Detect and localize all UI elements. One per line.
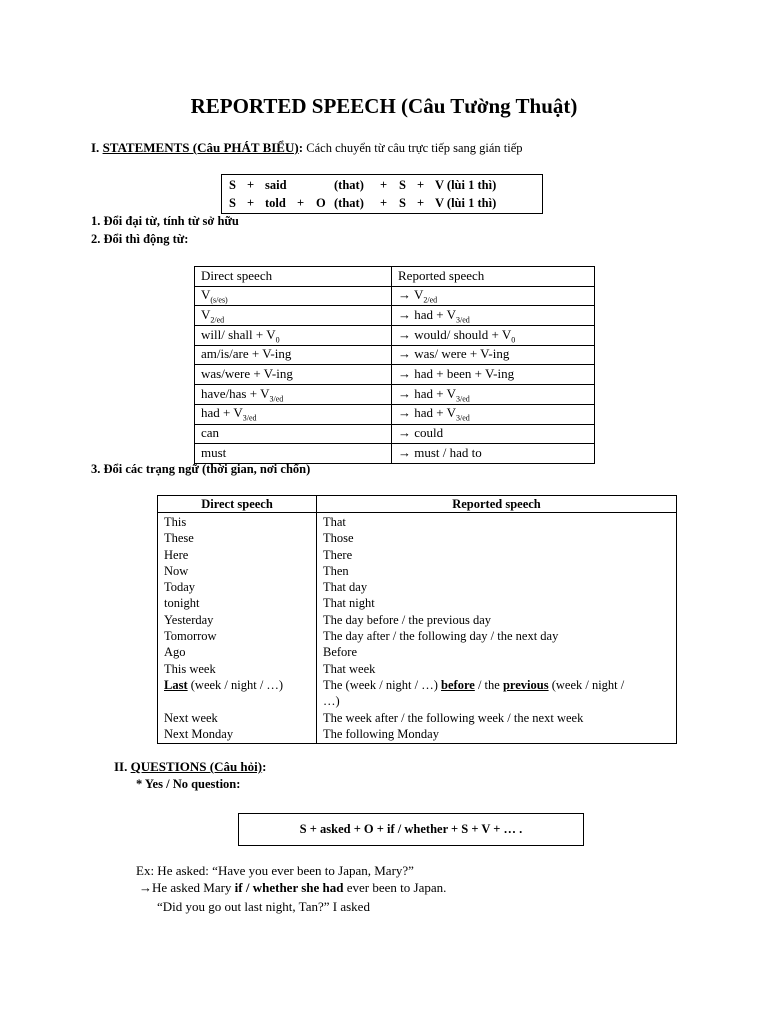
yes-no-subheading: * Yes / No question: [136, 777, 241, 791]
list-item: Tomorrow [164, 629, 217, 644]
list-item: The day before / the previous day [323, 612, 491, 627]
cell-subscript: 2/ed [210, 315, 225, 325]
statement-formula-box [221, 174, 543, 214]
rule-tenses: 2. Đổi thì động từ: [91, 232, 189, 246]
table-row [195, 404, 595, 424]
formula-token: said [265, 178, 287, 192]
reported-tense-cell [392, 385, 595, 405]
cell-subscript: 2/ed [423, 295, 438, 305]
cell-subscript: (s/es) [210, 295, 228, 305]
table-row [158, 513, 677, 744]
last-rep-text: The (week / night / …) [323, 677, 442, 692]
reported-tense-cell [392, 404, 595, 424]
list-item: That day [323, 580, 368, 595]
direct-tense-cell [195, 326, 392, 346]
table-row [195, 286, 595, 306]
cell-text: am/is/are + V-ing [201, 346, 292, 362]
cell-text: have/has + V [201, 385, 270, 401]
list-item: These [164, 531, 194, 546]
page-title: REPORTED SPEECH (Câu Tường Thuật) [190, 94, 578, 118]
reported-tense-cell [392, 326, 595, 346]
last-rest: (week / night / …) [187, 677, 284, 692]
list-item [164, 677, 316, 693]
list-item: tonight [164, 596, 200, 611]
direct-tense-cell [195, 404, 392, 424]
list-item: That night [323, 596, 375, 611]
before-word: before [441, 677, 475, 692]
formula-token: + [417, 196, 425, 210]
cell-text: → would/ should + V [398, 326, 512, 342]
formula-row-said [222, 176, 542, 194]
section1-description: Cách chuyển từ câu trực tiếp sang gián tiếp [306, 141, 523, 155]
formula-token: V (lùi 1 thì) [435, 196, 497, 210]
cell-subscript: 0 [275, 335, 280, 345]
list-item: The week after / the following week / the next week [323, 710, 584, 725]
list-item: There [323, 547, 353, 562]
last-rep-text: (week / night / [548, 677, 625, 692]
last-word: Last [164, 677, 188, 692]
list-item: Now [164, 563, 189, 578]
cell-text: → had + V [398, 385, 457, 401]
cell-text: → V [398, 287, 424, 303]
cell-text: was/were + V-ing [201, 365, 293, 381]
column-header-direct: Direct speech [158, 496, 317, 513]
list-item: Ago [164, 645, 186, 660]
adverb-table [157, 495, 677, 744]
list-item: That week [323, 661, 376, 676]
list-item: This [164, 515, 187, 529]
formula-token: (that) [334, 196, 364, 210]
cell-text: → was/ were + V-ing [398, 346, 510, 362]
list-item [323, 677, 676, 693]
direct-tense-cell [195, 444, 392, 464]
reported-tense-cell [392, 365, 595, 385]
formula-token: S [399, 196, 406, 210]
list-item: That [323, 515, 346, 529]
section1-heading [91, 140, 523, 156]
cell-text: must [201, 444, 227, 460]
question-formula-box: S + asked + O + if / whether + S + V + … . [238, 813, 584, 846]
tense-table [194, 266, 595, 464]
column-header-reported: Reported speech [392, 267, 595, 287]
list-item: Here [164, 547, 189, 562]
formula-token: + [247, 178, 255, 192]
formula-token: + [297, 196, 305, 210]
list-item: Today [164, 580, 196, 595]
section2-number: II. [114, 759, 128, 774]
list-item: Next Monday [164, 726, 234, 741]
section2-title: QUESTIONS (Câu hỏi) [130, 759, 263, 774]
list-item: Yesterday [164, 612, 214, 627]
cell-text: → could [398, 425, 444, 441]
example-line-1: Ex: He asked: “Have you ever been to Japan, Mary?” [136, 863, 414, 878]
cell-text: → had + V [398, 405, 457, 421]
cell-subscript: 3/ed [456, 413, 470, 423]
table-row [195, 424, 595, 444]
table-header-row [195, 267, 595, 287]
direct-tense-cell [195, 286, 392, 306]
cell-text: V [201, 287, 211, 303]
rule-pronouns: 1. Đổi đại từ, tính từ sở hữu [91, 214, 239, 228]
table-header-row [158, 496, 677, 513]
formula-row-told [222, 194, 542, 212]
cell-subscript: 3/ed [242, 413, 257, 423]
reported-tense-cell [392, 424, 595, 444]
direct-adverb-list [158, 513, 317, 744]
formula-token: + [380, 196, 388, 210]
formula-token: V (lùi 1 thì) [435, 178, 497, 192]
formula-token: + [417, 178, 425, 192]
direct-tense-cell [195, 345, 392, 365]
cell-subscript: 3/ed [456, 394, 470, 404]
example-tail-text: ever been to Japan. [343, 880, 447, 895]
table-row [195, 365, 595, 385]
direct-tense-cell [195, 306, 392, 326]
cell-subscript: 0 [511, 335, 516, 345]
list-item: Before [323, 645, 358, 660]
example-bold-text: if / whether she had [234, 880, 344, 895]
cell-text: will/ shall + V [201, 326, 276, 342]
cell-text: had + V [201, 405, 243, 421]
cell-subscript: 3/ed [269, 394, 284, 404]
cell-text: V [201, 306, 211, 322]
direct-tense-cell [195, 365, 392, 385]
section1-title: STATEMENTS (Câu PHÁT BIỂU) [102, 140, 299, 155]
formula-token: S [399, 178, 406, 192]
section2-colon: : [262, 759, 267, 774]
table-row [195, 345, 595, 365]
cell-text: → had + been + V-ing [398, 365, 515, 381]
column-header-reported: Reported speech [317, 496, 677, 513]
section2-heading [114, 759, 266, 775]
direct-tense-cell [195, 424, 392, 444]
formula-token: + [247, 196, 255, 210]
reported-tense-cell [392, 444, 595, 464]
table-row [195, 326, 595, 346]
list-item: …) [323, 694, 340, 709]
table-row [195, 385, 595, 405]
cell-subscript: 3/ed [456, 315, 470, 325]
reported-tense-cell [392, 286, 595, 306]
list-item: Those [323, 531, 354, 546]
formula-token: (that) [334, 178, 364, 192]
formula-token: + [380, 178, 388, 192]
section1-colon: : [298, 140, 304, 155]
reported-adverb-list [317, 513, 677, 744]
list-item: Then [323, 563, 349, 578]
formula-token: O [316, 196, 326, 210]
example-line-2 [139, 880, 446, 896]
reported-tense-cell [392, 306, 595, 326]
formula-token: S [229, 178, 236, 192]
example-arrow-text: →He asked Mary [139, 880, 235, 895]
cell-text: → had + V [398, 306, 457, 322]
table-row [195, 306, 595, 326]
table-row [195, 444, 595, 464]
list-item: This week [164, 661, 216, 676]
example-line-3: “Did you go out last night, Tan?” I asked [157, 899, 370, 914]
previous-word: previous [502, 677, 549, 692]
last-rep-text: / the [474, 677, 503, 692]
list-item: The day after / the following day / the next day [323, 629, 559, 644]
rule-adverbs: 3. Đổi các trạng ngữ (thời gian, nơi chốn) [91, 462, 311, 476]
list-item: Next week [164, 710, 218, 725]
formula-token: S [229, 196, 236, 210]
cell-text: → must / had to [398, 444, 482, 460]
cell-text: can [201, 425, 220, 441]
formula-token: told [265, 196, 286, 210]
reported-tense-cell [392, 345, 595, 365]
list-item: The following Monday [323, 726, 439, 741]
direct-tense-cell [195, 385, 392, 405]
column-header-direct: Direct speech [195, 267, 392, 287]
section1-number: I. [91, 140, 100, 155]
